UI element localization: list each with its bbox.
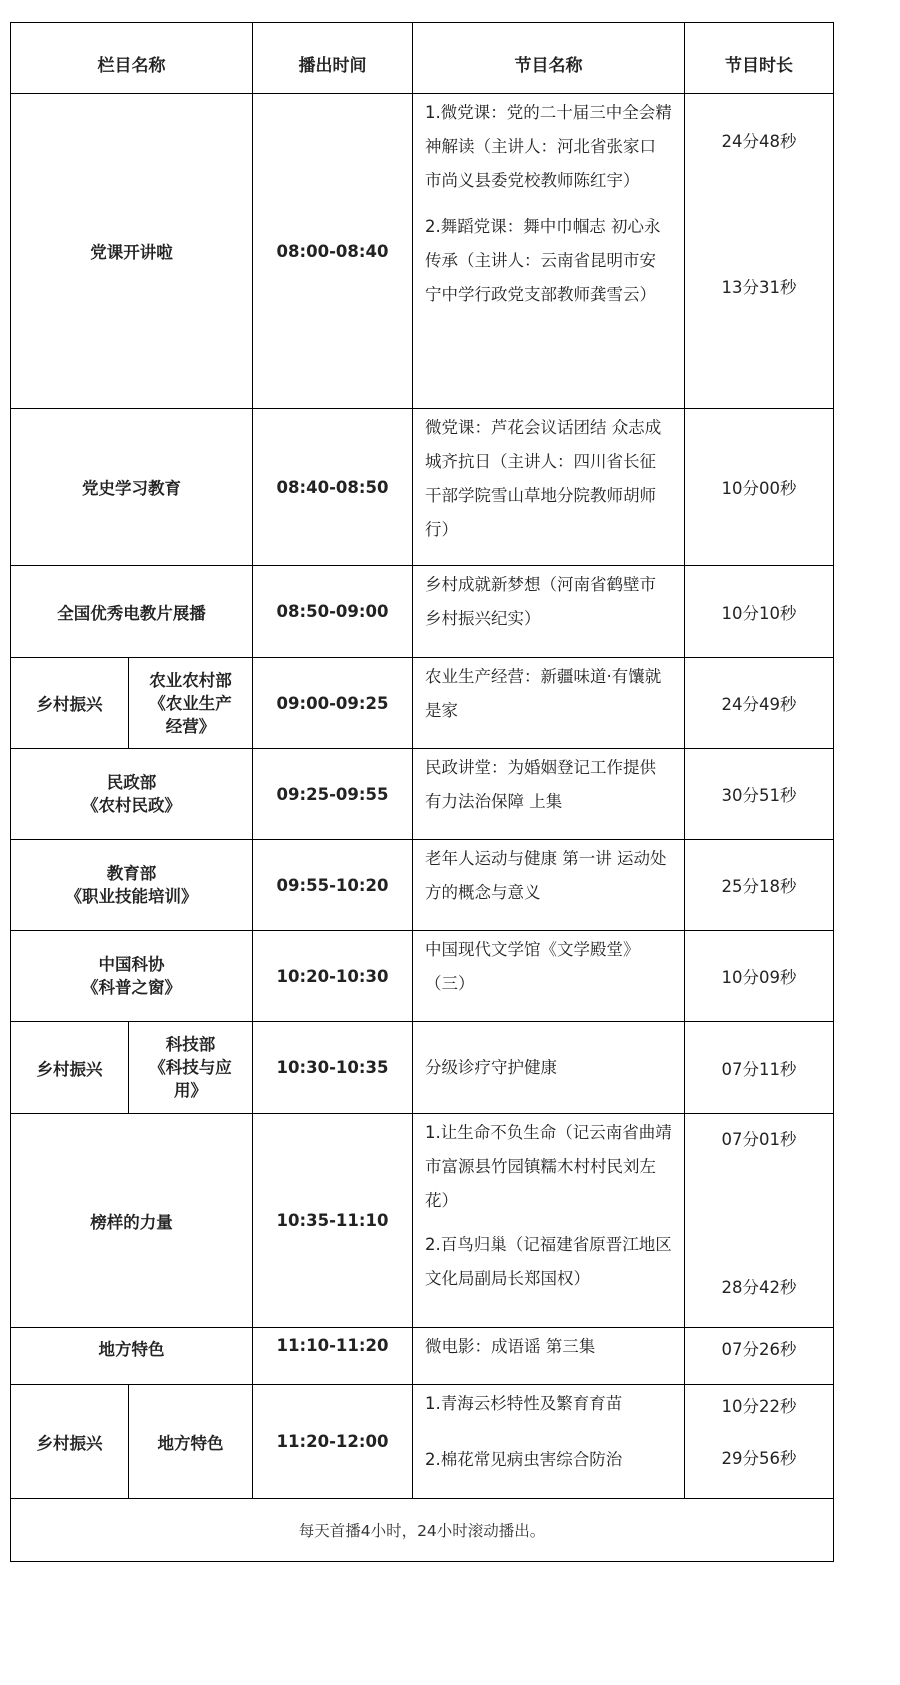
duration-cell: [685, 1114, 834, 1328]
column-name: 乡村振兴: [11, 1385, 129, 1499]
table-row: [11, 840, 834, 931]
duration-value: 10分00秒: [685, 409, 834, 566]
column-line: 《职业技能培训》: [65, 887, 198, 906]
header-broadcast-time: 播出时间: [253, 23, 413, 94]
program-item: 2.棉花常见病虫害综合防治: [425, 1450, 623, 1469]
column-name: 党课开讲啦: [11, 94, 253, 409]
broadcast-time: 09:25-09:55: [253, 749, 413, 840]
sub-column-line: 《农业生产: [149, 693, 232, 713]
program-cell: [413, 1022, 685, 1114]
column-name: [11, 931, 253, 1022]
program-item: 1.让生命不负生命（记云南省曲靖市富源县竹园镇糯木村村民刘左花）: [425, 1123, 672, 1210]
sub-column-line: 农业农村部: [149, 670, 232, 690]
schedule-table: [10, 22, 834, 1562]
footer-row: [11, 1499, 834, 1562]
program-item: 1.微党课：党的二十届三中全会精神解读（主讲人：河北省张家口市尚义县委党校教师陈红宇）: [425, 103, 672, 190]
program-cell: [413, 658, 685, 749]
sub-column-line: 科技部: [165, 1035, 216, 1054]
program-cell: [413, 566, 685, 658]
table-row: [11, 931, 834, 1022]
duration-cell: [685, 1385, 834, 1499]
table-row: [11, 409, 834, 566]
program-item: 中国现代文学馆《文学殿堂》（三）: [425, 940, 640, 993]
broadcast-time: 08:40-08:50: [253, 409, 413, 566]
program-item: 1.青海云杉特性及繁育育苗: [425, 1394, 623, 1413]
program-cell: [413, 1385, 685, 1499]
sub-column-line: 经营》: [165, 716, 216, 736]
broadcast-time: 11:20-12:00: [253, 1385, 413, 1499]
duration-value: 07分26秒: [685, 1328, 834, 1385]
header-column-name: 栏目名称: [11, 23, 253, 94]
table-row: [11, 94, 834, 409]
duration-value: 24分49秒: [685, 658, 834, 749]
column-name: 乡村振兴: [11, 1022, 129, 1114]
duration-value: 07分11秒: [685, 1022, 834, 1114]
duration-value: 30分51秒: [685, 749, 834, 840]
footer-note: 每天首播4小时，24小时滚动播出。: [11, 1499, 834, 1562]
table-row: [11, 1328, 834, 1385]
program-item: 农业生产经营：新疆味道·有馕就是家: [425, 667, 662, 720]
column-name: 地方特色: [11, 1328, 253, 1385]
header-duration: 节目时长: [685, 23, 834, 94]
table-row: [11, 658, 834, 749]
column-line: 《农村民政》: [82, 796, 181, 815]
duration-value: 10分10秒: [685, 566, 834, 658]
duration-value: 24分48秒: [721, 132, 797, 151]
duration-value: 25分18秒: [685, 840, 834, 931]
sub-column-line: 用》: [174, 1081, 207, 1100]
broadcast-time: 09:00-09:25: [253, 658, 413, 749]
column-line: 《科普之窗》: [82, 978, 181, 997]
duration-value: 07分01秒: [721, 1130, 797, 1149]
program-cell: [413, 1328, 685, 1385]
program-cell: [413, 409, 685, 566]
broadcast-time: 08:00-08:40: [253, 94, 413, 409]
program-cell: [413, 749, 685, 840]
broadcast-time: 08:50-09:00: [253, 566, 413, 658]
table-row: [11, 749, 834, 840]
column-name: 全国优秀电教片展播: [11, 566, 253, 658]
broadcast-time: 11:10-11:20: [253, 1328, 413, 1385]
program-item: 微电影：成语谣 第三集: [425, 1337, 596, 1356]
duration-value: 10分22秒: [721, 1397, 797, 1416]
column-name: [11, 749, 253, 840]
column-name: [11, 840, 253, 931]
program-item: 民政讲堂：为婚姻登记工作提供有力法治保障 上集: [425, 758, 656, 811]
column-line: 民政部: [106, 773, 157, 792]
program-cell: [413, 1114, 685, 1328]
program-item: 微党课：芦花会议话团结 众志成城齐抗日（主讲人：四川省长征干部学院雪山草地分院教师胡师行）: [425, 418, 662, 539]
column-line: 中国科协: [98, 955, 165, 974]
sub-column-name: 地方特色: [129, 1385, 253, 1499]
program-item: 乡村成就新梦想（河南省鹤壁市乡村振兴纪实）: [425, 575, 656, 628]
header-program-name: 节目名称: [413, 23, 685, 94]
program-cell: [413, 94, 685, 409]
column-name: 党史学习教育: [11, 409, 253, 566]
duration-value: 29分56秒: [721, 1449, 797, 1468]
program-cell: [413, 840, 685, 931]
program-item: 2.舞蹈党课：舞中巾帼志 初心永传承（主讲人：云南省昆明市安宁中学行政党支部教师龚雪云）: [425, 217, 661, 304]
sub-column-line: 《科技与应: [149, 1058, 232, 1077]
broadcast-time: 10:20-10:30: [253, 931, 413, 1022]
column-name: 榜样的力量: [11, 1114, 253, 1328]
table-row: [11, 1114, 834, 1328]
duration-value: 28分42秒: [721, 1278, 797, 1297]
column-name: 乡村振兴: [11, 658, 129, 749]
program-item: 分级诊疗守护健康: [425, 1057, 557, 1077]
program-cell: [413, 931, 685, 1022]
table-row: [11, 1022, 834, 1114]
table-row: [11, 566, 834, 658]
header-row: [11, 23, 834, 94]
column-line: 教育部: [106, 864, 157, 883]
broadcast-time: 10:30-10:35: [253, 1022, 413, 1114]
program-item: 2.百鸟归巢（记福建省原晋江地区文化局副局长郑国权）: [425, 1235, 672, 1288]
broadcast-time: 09:55-10:20: [253, 840, 413, 931]
duration-value: 10分09秒: [685, 931, 834, 1022]
sub-column-name: [129, 658, 253, 749]
program-item: 老年人运动与健康 第一讲 运动处方的概念与意义: [425, 849, 667, 902]
duration-cell: [685, 94, 834, 409]
sub-column-name: [129, 1022, 253, 1114]
table-row: [11, 1385, 834, 1499]
duration-value: 13分31秒: [721, 278, 797, 297]
broadcast-time: 10:35-11:10: [253, 1114, 413, 1328]
